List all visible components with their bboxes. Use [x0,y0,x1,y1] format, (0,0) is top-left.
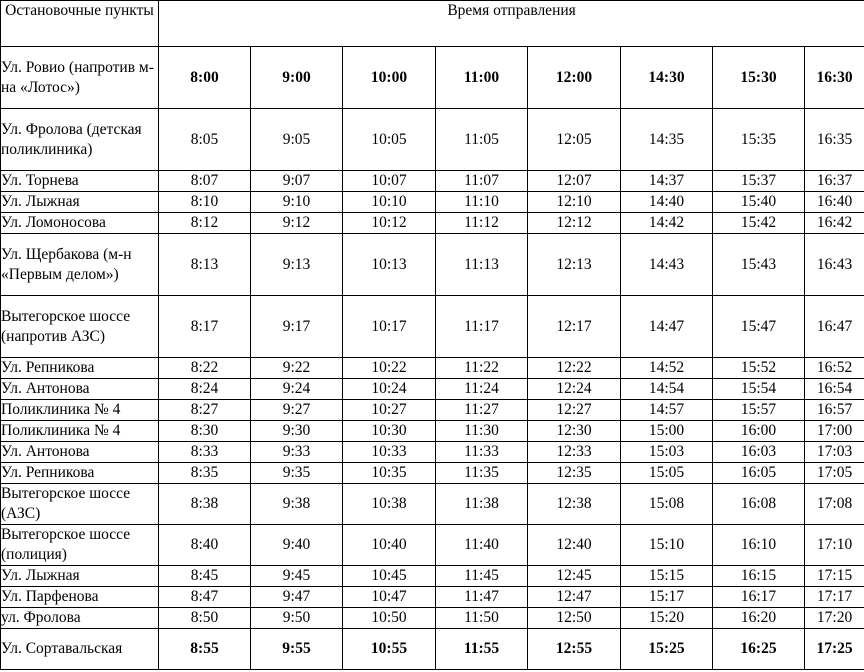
departure-time-cell: 15:00 [621,421,713,442]
stop-name-cell: Ул. Антонова [1,379,159,400]
departure-time-cell: 9:38 [251,484,343,525]
departure-time-cell: 11:05 [436,109,528,171]
departure-time-cell: 8:22 [159,358,251,379]
stop-name-cell: Ул. Парфенова [1,587,159,608]
departure-time-cell: 16:20 [713,608,805,629]
departure-time-cell: 11:33 [436,442,528,463]
table-row [1,484,864,525]
stop-name-cell: Вытегорское шоссе (АЗС) [1,484,159,525]
departure-time-cell: 16:35 [805,109,864,171]
departure-time-cell: 9:12 [251,213,343,234]
departure-time-cell: 17:05 [805,463,864,484]
departure-time-cell: 10:45 [343,566,436,587]
table-row [1,171,864,192]
departure-time-cell: 10:17 [343,296,436,358]
departure-time-cell: 11:00 [436,47,528,109]
departure-time-cell: 16:30 [805,47,864,109]
departure-time-cell: 10:30 [343,421,436,442]
departure-time-cell: 16:08 [713,484,805,525]
schedule-body [1,47,864,670]
departure-time-cell: 9:47 [251,587,343,608]
departure-time-cell: 11:27 [436,400,528,421]
stop-name-cell: Ул. Фролова (детская поликлиника) [1,109,159,171]
departure-time-cell: 15:10 [621,525,713,566]
departure-time-cell: 8:45 [159,566,251,587]
departure-time-cell: 8:12 [159,213,251,234]
table-row [1,587,864,608]
stop-name-cell: Ул. Репникова [1,358,159,379]
departure-time-cell: 11:30 [436,421,528,442]
departure-time-cell: 12:00 [528,47,621,109]
departure-time-cell: 12:12 [528,213,621,234]
stop-name-cell: Ул. Щербакова (м-н «Первым делом») [1,234,159,296]
stop-name-cell: ул. Фролова [1,608,159,629]
departure-time-cell: 8:27 [159,400,251,421]
departure-time-cell: 12:17 [528,296,621,358]
departure-time-cell: 11:38 [436,484,528,525]
departure-time-cell: 8:35 [159,463,251,484]
departure-time-cell: 11:22 [436,358,528,379]
departure-time-cell: 12:27 [528,400,621,421]
stop-name-cell: Ул. Ровио (напротив м-на «Лотос») [1,47,159,109]
departure-time-cell: 8:00 [159,47,251,109]
departure-time-cell: 9:00 [251,47,343,109]
departure-time-cell: 9:05 [251,109,343,171]
departure-time-cell: 14:40 [621,192,713,213]
departure-time-cell: 11:10 [436,192,528,213]
departure-time-cell: 10:00 [343,47,436,109]
table-row [1,296,864,358]
stop-name-cell: Ул. Лыжная [1,566,159,587]
departure-time-cell: 15:20 [621,608,713,629]
departure-time-cell: 17:25 [805,629,864,670]
departure-time-cell: 15:17 [621,587,713,608]
departure-time-cell: 11:45 [436,566,528,587]
stop-name-cell: Ул. Антонова [1,442,159,463]
departure-time-cell: 16:25 [713,629,805,670]
stop-name-cell: Ул. Сортавальская [1,629,159,670]
table-row [1,109,864,171]
departure-time-cell: 9:45 [251,566,343,587]
departure-time-cell: 11:50 [436,608,528,629]
departure-time-cell: 15:03 [621,442,713,463]
departure-time-cell: 8:33 [159,442,251,463]
table-row [1,566,864,587]
departure-time-cell: 16:40 [805,192,864,213]
table-row [1,463,864,484]
departure-time-cell: 14:42 [621,213,713,234]
departure-time-cell: 10:10 [343,192,436,213]
departure-time-cell: 12:10 [528,192,621,213]
departure-time-cell: 9:17 [251,296,343,358]
departure-time-cell: 8:07 [159,171,251,192]
departure-time-cell: 16:37 [805,171,864,192]
departure-time-cell: 8:13 [159,234,251,296]
departure-time-cell: 15:25 [621,629,713,670]
departure-time-cell: 10:22 [343,358,436,379]
departure-time-cell: 14:54 [621,379,713,400]
departure-time-cell: 15:35 [713,109,805,171]
departure-time-cell: 15:40 [713,192,805,213]
departure-time-cell: 8:40 [159,525,251,566]
departure-time-cell: 9:07 [251,171,343,192]
departure-time-cell: 10:13 [343,234,436,296]
departure-time-cell: 17:08 [805,484,864,525]
departure-time-cell: 16:05 [713,463,805,484]
departure-time-cell: 9:40 [251,525,343,566]
departure-time-cell: 10:05 [343,109,436,171]
departure-time-cell: 17:17 [805,587,864,608]
table-row [1,47,864,109]
table-row [1,379,864,400]
table-row [1,608,864,629]
departure-time-cell: 8:05 [159,109,251,171]
stop-name-cell: Поликлиника № 4 [1,421,159,442]
departure-time-cell: 8:17 [159,296,251,358]
departure-time-cell: 16:03 [713,442,805,463]
departure-time-cell: 17:00 [805,421,864,442]
departure-time-cell: 9:50 [251,608,343,629]
departure-time-cell: 14:35 [621,109,713,171]
table-row [1,213,864,234]
departure-time-cell: 12:38 [528,484,621,525]
departure-time-cell: 15:30 [713,47,805,109]
departure-time-cell: 10:38 [343,484,436,525]
departure-time-cell: 11:17 [436,296,528,358]
departure-time-cell: 10:07 [343,171,436,192]
departure-time-cell: 10:55 [343,629,436,670]
departure-time-cell: 9:55 [251,629,343,670]
departure-time-cell: 16:42 [805,213,864,234]
departure-time-cell: 10:40 [343,525,436,566]
departure-time-cell: 9:33 [251,442,343,463]
table-row [1,629,864,670]
departure-time-cell: 14:37 [621,171,713,192]
table-row [1,192,864,213]
departure-time-cell: 12:07 [528,171,621,192]
stop-name-cell: Ул. Лыжная [1,192,159,213]
departure-time-cell: 12:33 [528,442,621,463]
departure-time-cell: 15:05 [621,463,713,484]
departure-time-cell: 8:10 [159,192,251,213]
departure-time-cell: 15:52 [713,358,805,379]
departure-time-cell: 10:47 [343,587,436,608]
departure-time-cell: 17:20 [805,608,864,629]
departure-time-cell: 12:50 [528,608,621,629]
departure-time-cell: 14:52 [621,358,713,379]
departure-time-cell: 10:50 [343,608,436,629]
departure-time-cell: 17:10 [805,525,864,566]
stop-name-cell: Ул. Ломоносова [1,213,159,234]
departure-time-cell: 8:24 [159,379,251,400]
departure-time-cell: 16:52 [805,358,864,379]
departure-time-cell: 16:17 [713,587,805,608]
departure-time-cell: 10:27 [343,400,436,421]
departure-time-cell: 15:37 [713,171,805,192]
departure-time-cell: 9:10 [251,192,343,213]
stop-name-cell: Вытегорское шоссе (напротив АЗС) [1,296,159,358]
departure-time-cell: 14:43 [621,234,713,296]
departure-time-cell: 9:24 [251,379,343,400]
stop-name-cell: Ул. Торнева [1,171,159,192]
departure-time-cell: 12:30 [528,421,621,442]
departure-time-cell: 9:35 [251,463,343,484]
departure-time-cell: 9:27 [251,400,343,421]
table-row [1,421,864,442]
stop-name-cell: Вытегорское шоссе (полиция) [1,525,159,566]
departure-time-cell: 8:50 [159,608,251,629]
stops-column-header: Остановочные пункты [1,1,159,47]
table-row [1,400,864,421]
table-row [1,525,864,566]
departure-time-cell: 8:30 [159,421,251,442]
departure-time-cell: 16:15 [713,566,805,587]
departure-time-cell: 11:24 [436,379,528,400]
departure-time-cell: 9:30 [251,421,343,442]
header-row [1,1,864,47]
departure-time-cell: 12:47 [528,587,621,608]
departure-time-cell: 10:12 [343,213,436,234]
departure-time-cell: 17:03 [805,442,864,463]
departure-time-cell: 12:35 [528,463,621,484]
departure-time-cell: 17:15 [805,566,864,587]
departure-time-cell: 16:57 [805,400,864,421]
departure-time-cell: 8:55 [159,629,251,670]
stop-name-cell: Ул. Репникова [1,463,159,484]
departure-time-cell: 12:05 [528,109,621,171]
departure-time-cell: 9:22 [251,358,343,379]
departure-time-cell: 9:13 [251,234,343,296]
departure-time-cell: 10:33 [343,442,436,463]
departure-time-cell: 12:13 [528,234,621,296]
departure-time-cell: 16:10 [713,525,805,566]
departure-time-cell: 15:54 [713,379,805,400]
departure-time-cell: 12:55 [528,629,621,670]
departure-time-cell: 11:40 [436,525,528,566]
departure-time-cell: 8:47 [159,587,251,608]
departure-time-cell: 11:12 [436,213,528,234]
departure-time-cell: 15:42 [713,213,805,234]
departure-time-cell: 16:47 [805,296,864,358]
departure-time-cell: 16:54 [805,379,864,400]
table-row [1,358,864,379]
departure-time-cell: 15:43 [713,234,805,296]
departure-time-cell: 11:35 [436,463,528,484]
departure-time-cell: 15:57 [713,400,805,421]
departure-time-cell: 10:24 [343,379,436,400]
departure-time-cell: 15:08 [621,484,713,525]
departure-time-cell: 11:47 [436,587,528,608]
departure-time-cell: 14:47 [621,296,713,358]
departure-time-header: Время отправления [159,1,864,47]
table-row [1,442,864,463]
departure-time-cell: 12:24 [528,379,621,400]
departure-time-cell: 10:35 [343,463,436,484]
departure-time-cell: 11:13 [436,234,528,296]
departure-time-cell: 12:45 [528,566,621,587]
departure-time-cell: 16:00 [713,421,805,442]
departure-time-cell: 8:38 [159,484,251,525]
departure-time-cell: 11:07 [436,171,528,192]
departure-time-cell: 12:22 [528,358,621,379]
departure-time-cell: 15:15 [621,566,713,587]
departure-time-cell: 16:43 [805,234,864,296]
departure-time-cell: 15:47 [713,296,805,358]
departure-time-cell: 14:57 [621,400,713,421]
departure-time-cell: 14:30 [621,47,713,109]
departure-time-cell: 12:40 [528,525,621,566]
table-row [1,234,864,296]
departure-time-cell: 11:55 [436,629,528,670]
stop-name-cell: Поликлиника № 4 [1,400,159,421]
